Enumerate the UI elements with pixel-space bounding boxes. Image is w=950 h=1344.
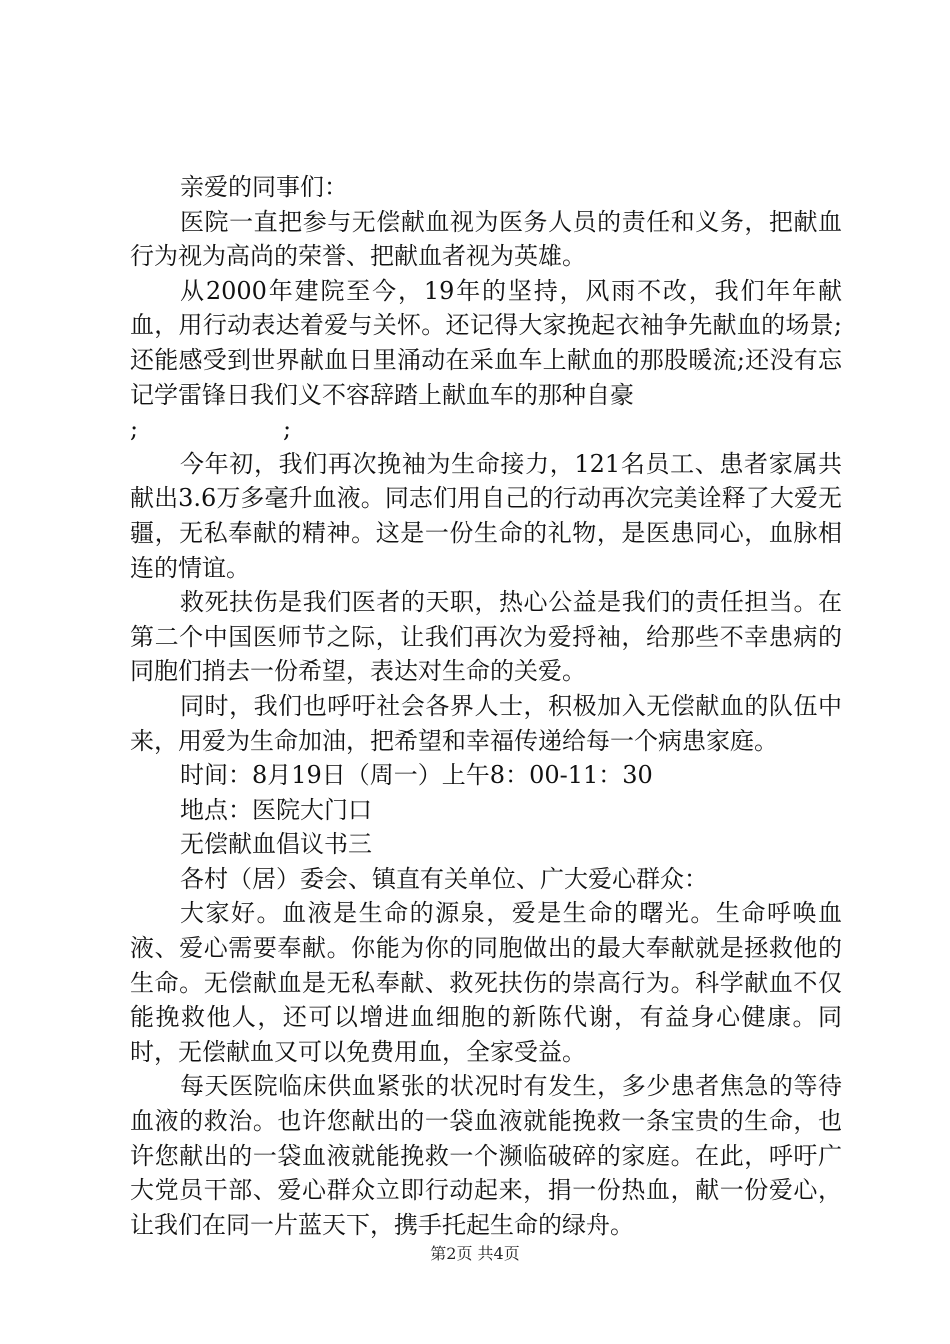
paragraph: 救死扶伤是我们医者的天职，热心公益是我们的责任担当。在第二个中国医师节之际，让我们再次为爱捋袖，给那些不幸患病的同胞们捎去一份希望，表达对生命的关爱。	[130, 588, 842, 686]
paragraph: 同时，我们也呼吁社会各界人士，积极加入无偿献血的队伍中来，用爱为生命加油，把希望和幸福传递给每一个病患家庭。	[130, 691, 842, 755]
paragraph: 每天医院临床供血紧张的状况时有发生，多少患者焦急的等待血液的救治。也许您献出的一袋血液就能挽救一条宝贵的生命，也许您献出的一袋血液就能挽救一个濒临破碎的家庭。在此，呼吁广大党员干部、爱心群众立即行动起来，捐一份热血，献一份爱心，让我们在同一片蓝天下，携手托起生命的绿舟。	[130, 1072, 842, 1239]
paragraph: 今年初，我们再次挽袖为生命接力，121名员工、患者家属共献出3.6万多毫升血液。同志们用自己的行动再次完美诠释了大爱无疆，无私奉献的精神。这是一份生命的礼物，是医患同心，血脉相连的情谊。	[130, 449, 842, 582]
paragraph: 从2000年建院至今，19年的坚持，风雨不改，我们年年献血，用行动表达着爱与关怀。还记得大家挽起衣袖争先献血的场景;还能感受到世界献血日里涌动在采血车上献血的那股暖流;还没有忘记学雷锋日我们义不容辞踏上献血车的那种自豪	[130, 276, 842, 409]
separator-line: ; ;	[130, 415, 292, 444]
salutation: 各村（居）委会、镇直有关单位、广大爱心群众：	[180, 864, 708, 893]
paragraph: 大家好。血液是生命的源泉，爱是生命的曙光。生命呼唤血液、爱心需要奉献。你能为你的同胞做出的最大奉献就是拯救他的生命。无偿献血是无私奉献、救死扶伤的崇高行为。科学献血不仅能挽救他人，还可以增进血细胞的新陈代谢，有益身心健康。同时，无偿献血又可以免费用血，全家受益。	[130, 899, 842, 1066]
document-body	[130, 170, 842, 1242]
salutation: 亲爱的同事们：	[180, 173, 348, 201]
section-title: 无偿献血倡议书三	[180, 830, 372, 859]
paragraph: 医院一直把参与无偿献血视为医务人员的责任和义务，把献血行为视为高尚的荣誉、把献血者视为英雄。	[130, 207, 842, 271]
page-number: 第2页 共4页	[430, 1244, 520, 1263]
event-location: 地点：医院大门口	[180, 795, 372, 824]
event-time: 时间：8月19日（周一）上午8：00-11：30	[180, 761, 653, 790]
